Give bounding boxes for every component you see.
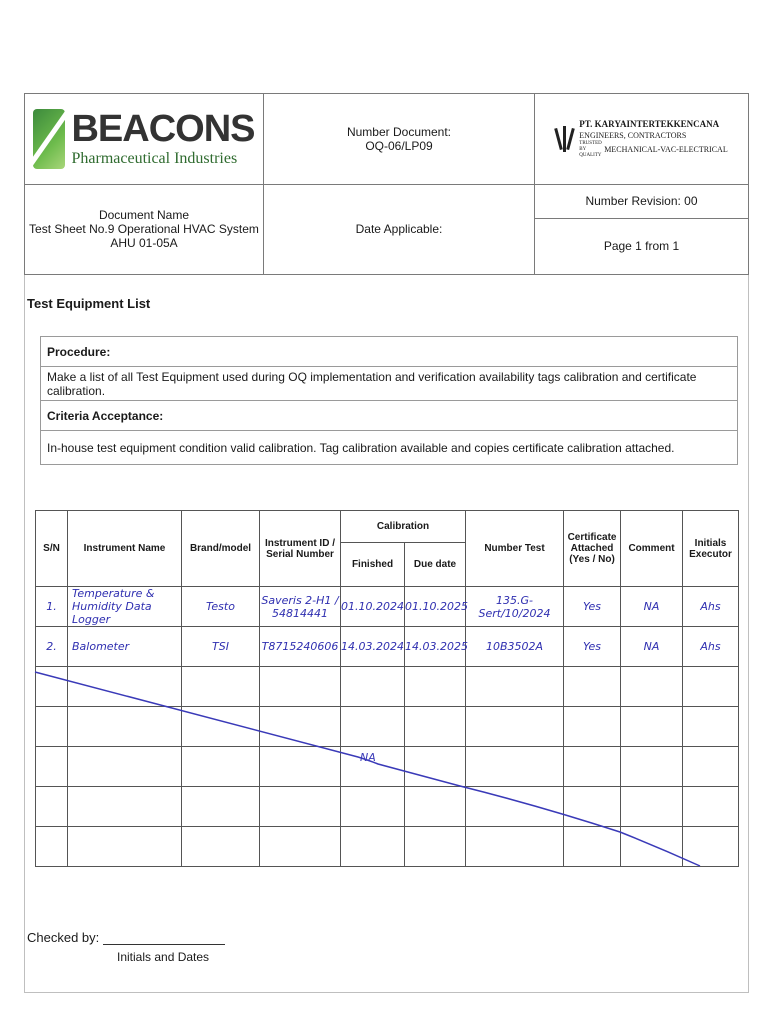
contractor-line2: MECHANICAL-VAC-ELECTRICAL — [604, 145, 728, 155]
contractor-tagline: TRUSTED BY QUALITY — [579, 140, 602, 158]
cell-brand: Testo — [182, 587, 260, 627]
cell-number-test: 135.G-Sert/10/2024 — [466, 587, 564, 627]
header-finished: Finished — [341, 543, 405, 587]
procedure-label: Procedure: — [41, 337, 738, 367]
header-due-date: Due date — [405, 543, 466, 587]
cell-due-date: 14.03.2025 — [405, 627, 466, 667]
document-name-cell — [25, 184, 264, 275]
page-number: Page 1 from 1 — [603, 239, 680, 254]
number-document-label: Number Document: — [346, 124, 452, 139]
equipment-table — [35, 510, 739, 867]
document-name-value: Test Sheet No.9 Operational HVAC System AHU 01-05A — [29, 222, 259, 251]
contractor-emblem-icon — [555, 124, 575, 154]
initials-and-dates-label: Initials and Dates — [117, 950, 210, 964]
procedure-table — [40, 336, 738, 465]
number-document-value: OQ-06/LP09 — [365, 138, 433, 153]
beacons-logo — [25, 94, 264, 185]
header-initials-executor: Initials Executor — [683, 511, 739, 587]
header-sn: S/N — [36, 511, 68, 587]
revision-cell — [535, 184, 749, 218]
contractor-line1: ENGINEERS, CONTRACTORS — [579, 130, 687, 140]
checked-by — [27, 930, 225, 945]
na-mark: NA — [360, 751, 376, 764]
criteria-text: In-house test equipment condition valid calibration. Tag calibration available and copies certificate calibration attached. — [41, 431, 738, 465]
procedure-text: Make a list of all Test Equipment used during OQ implementation and verification availability tags calibration and certificate calibration. — [41, 367, 738, 401]
cell-finished: 01.10.2024 — [341, 587, 405, 627]
logo-name: BEACONS — [71, 107, 255, 150]
cell-serial: Saveris 2-H1 / 54814441 — [260, 587, 341, 627]
cell-brand: TSI — [182, 627, 260, 667]
checked-by-line — [103, 932, 225, 945]
logo-subtitle: Pharmaceutical Industries — [71, 149, 238, 167]
empty-row — [36, 667, 739, 707]
table-row — [36, 627, 739, 667]
cell-sn: 1. — [36, 587, 68, 627]
cell-number-test: 10B3502A — [466, 627, 564, 667]
page-number-cell — [535, 218, 749, 274]
cell-due-date: 01.10.2025 — [405, 587, 466, 627]
cell-initials-signature: Ahs — [683, 587, 739, 627]
cell-comment: NA — [621, 627, 683, 667]
empty-row — [36, 747, 739, 787]
header-brand-model: Brand/model — [182, 511, 260, 587]
table-row — [36, 587, 739, 627]
header-certificate-attached: Certificate Attached (Yes / No) — [564, 511, 621, 587]
section-title: Test Equipment List — [27, 296, 151, 311]
cell-serial: T8715240606 — [260, 627, 341, 667]
date-applicable-cell — [264, 184, 535, 275]
cell-finished: 14.03.2024 — [341, 627, 405, 667]
header-number-test: Number Test — [466, 511, 564, 587]
number-document-cell — [264, 94, 535, 185]
header-instrument-name: Instrument Name — [68, 511, 182, 587]
header-comment: Comment — [621, 511, 683, 587]
contractor-name: PT. KARYAINTERTEKKENCANA — [579, 118, 720, 129]
leaf-logo-icon — [33, 109, 65, 169]
date-applicable-label: Date Applicable: — [355, 222, 443, 237]
header-serial-number: Instrument ID / Serial Number — [260, 511, 341, 587]
cell-certificate: Yes — [564, 587, 621, 627]
revision-number: Number Revision: 00 — [585, 194, 698, 209]
cell-initials-signature: Ahs — [683, 627, 739, 667]
empty-row — [36, 707, 739, 747]
empty-row — [36, 787, 739, 827]
cell-instrument-name: Balometer — [68, 627, 182, 667]
header-calibration: Calibration — [341, 511, 466, 543]
contractor-logo — [535, 94, 749, 185]
cell-sn: 2. — [36, 627, 68, 667]
document-header — [24, 93, 749, 275]
cell-certificate: Yes — [564, 627, 621, 667]
checked-by-label: Checked by: — [27, 930, 100, 945]
empty-row — [36, 827, 739, 867]
cell-comment: NA — [621, 587, 683, 627]
document-name-label: Document Name — [98, 208, 190, 223]
cell-instrument-name: Temperature & Humidity Data Logger — [68, 587, 182, 627]
criteria-label: Criteria Acceptance: — [41, 401, 738, 431]
